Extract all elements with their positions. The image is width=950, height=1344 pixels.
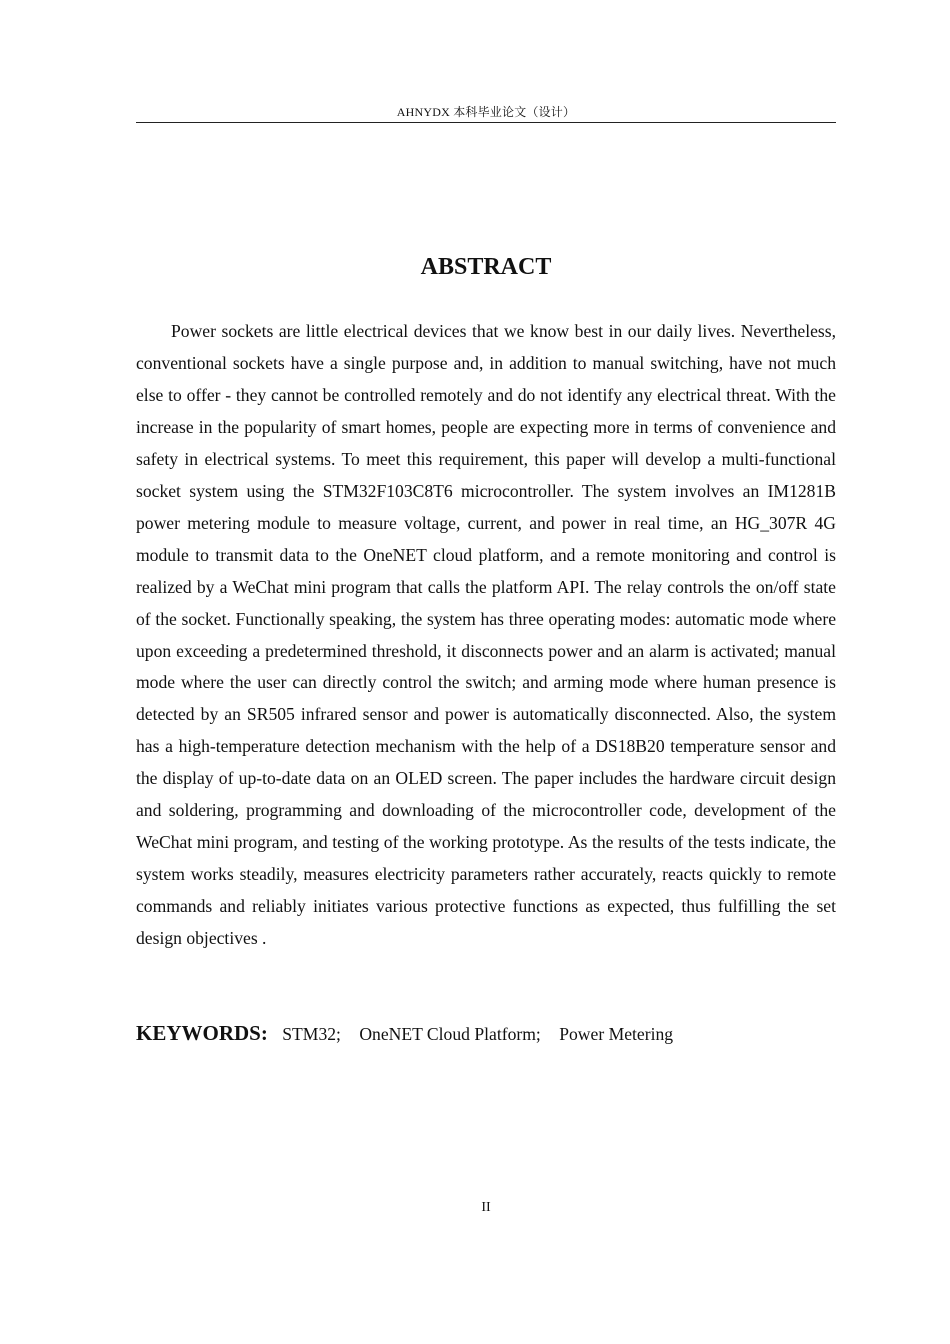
keyword-item: Power Metering bbox=[559, 1024, 674, 1044]
keyword-item: STM32; bbox=[282, 1024, 341, 1044]
keywords-label: KEYWORDS: bbox=[136, 1021, 268, 1045]
keywords-line bbox=[136, 1018, 836, 1049]
keyword-item: OneNET Cloud Platform; bbox=[359, 1024, 541, 1044]
page-number: II bbox=[481, 1200, 491, 1215]
abstract-body: Power sockets are little electrical devices that we know best in our daily lives. Nevertheless, conventional sockets have a single purpose and, in addition to manual switching, have not much else to offer - they cannot be controlled remotely and do not identify any electrical threat. With the increase in the popularity of smart homes, people are expecting more in terms of convenience and safety in electrical systems. To meet this requirement, this paper will develop a multi-functional socket system using the STM32F103C8T6 microcontroller. The system involves an IM1281B power metering module to measure voltage, current, and power in real time, an HG_307R 4G module to transmit data to the OneNET cloud platform, and a remote monitoring and control is realized by a WeChat mini program that calls the platform API. The relay controls the on/off state of the socket. Functionally speaking, the system has three operating modes: automatic mode where upon exceeding a predetermined threshold, it disconnects power and an alarm is activated; manual mode where the user can directly control the switch; and arming mode where human presence is detected by an SR505 infrared sensor and power is automatically disconnected. Also, the system has a high-temperature detection mechanism with the help of a DS18B20 temperature sensor and the display of up-to-date data on an OLED screen. The paper includes the hardware circuit design and soldering, programming and downloading of the microcontroller code, development of the WeChat mini program, and testing of the working prototype. As the results of the tests indicate, the system works steadily, measures electricity parameters rather accurately, reacts quickly to remote commands and reliably initiates various protective functions as expected, thus fulfilling the set design objectives . bbox=[136, 321, 836, 949]
running-header: AHNYDX 本科毕业论文（设计） bbox=[136, 104, 836, 123]
abstract-title: ABSTRACT bbox=[420, 254, 552, 280]
